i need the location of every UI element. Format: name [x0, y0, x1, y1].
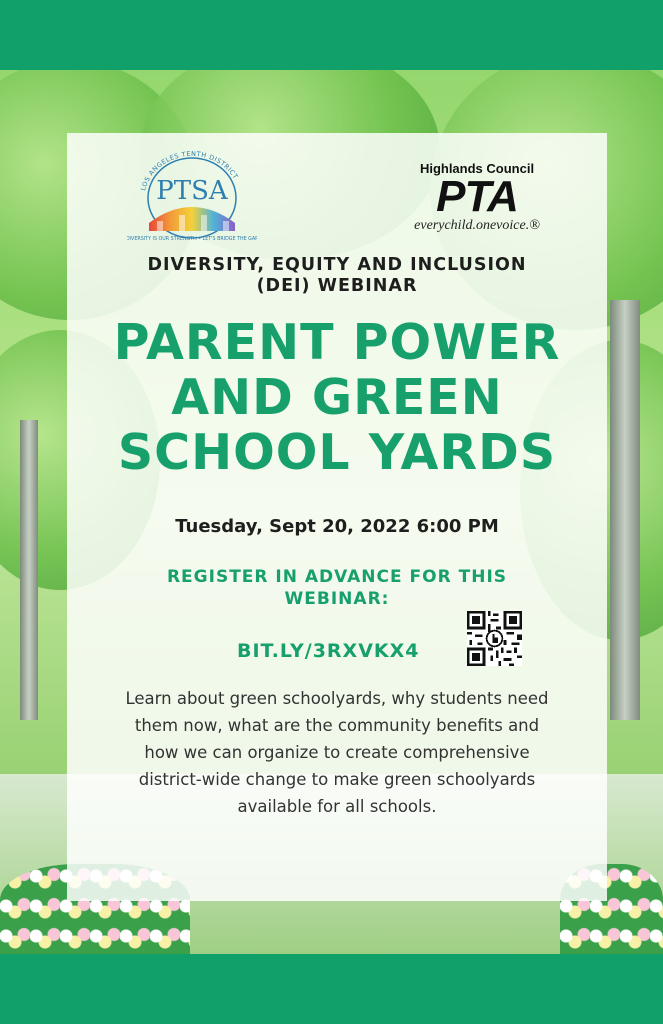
registration-link[interactable]: BIT.LY/3RXVKX4 [237, 640, 420, 662]
ptsa-arc-text: LOS ANGELES TENTH DISTRICT [139, 149, 240, 192]
flyer-panel [67, 133, 607, 901]
ptsa-tagline: DIVERSITY IS OUR STRENGTH • LET'S BRIDGE THE GAP [127, 237, 257, 242]
ptsa-logo [127, 143, 257, 243]
page-title [67, 315, 607, 480]
webinar-subtitle [67, 255, 607, 297]
register-line-1: REGISTER IN ADVANCE FOR THIS [166, 567, 508, 587]
event-date: Tuesday, Sept 20, 2022 6:00 PM [175, 516, 499, 537]
qr-code[interactable] [467, 611, 522, 666]
title-line-2: AND GREEN [171, 369, 503, 426]
subtitle-line-2: (DEI) WEBINAR [256, 276, 418, 296]
register-line-2: WEBINAR: [284, 589, 390, 609]
subtitle-line-1: DIVERSITY, EQUITY AND INCLUSION [147, 255, 527, 275]
pta-tagline: everychild.onevoice.® [414, 218, 540, 233]
event-description: Learn about green schoolyards, why students need them now, what are the community benefits and how we can organize to create comprehensive district-wide change to make green schoolyards available for all schools. [125, 689, 549, 816]
pta-logo [392, 161, 562, 251]
top-band [0, 0, 663, 70]
pta-council: Highlands Council [419, 161, 535, 176]
pta-name: PTA [436, 172, 518, 221]
title-line-3: SCHOOL YARDS [117, 424, 557, 481]
bottom-band [0, 954, 663, 1024]
register-heading [97, 566, 577, 610]
ptsa-name: PTSA [156, 176, 228, 206]
title-line-1: PARENT POWER [113, 314, 561, 371]
